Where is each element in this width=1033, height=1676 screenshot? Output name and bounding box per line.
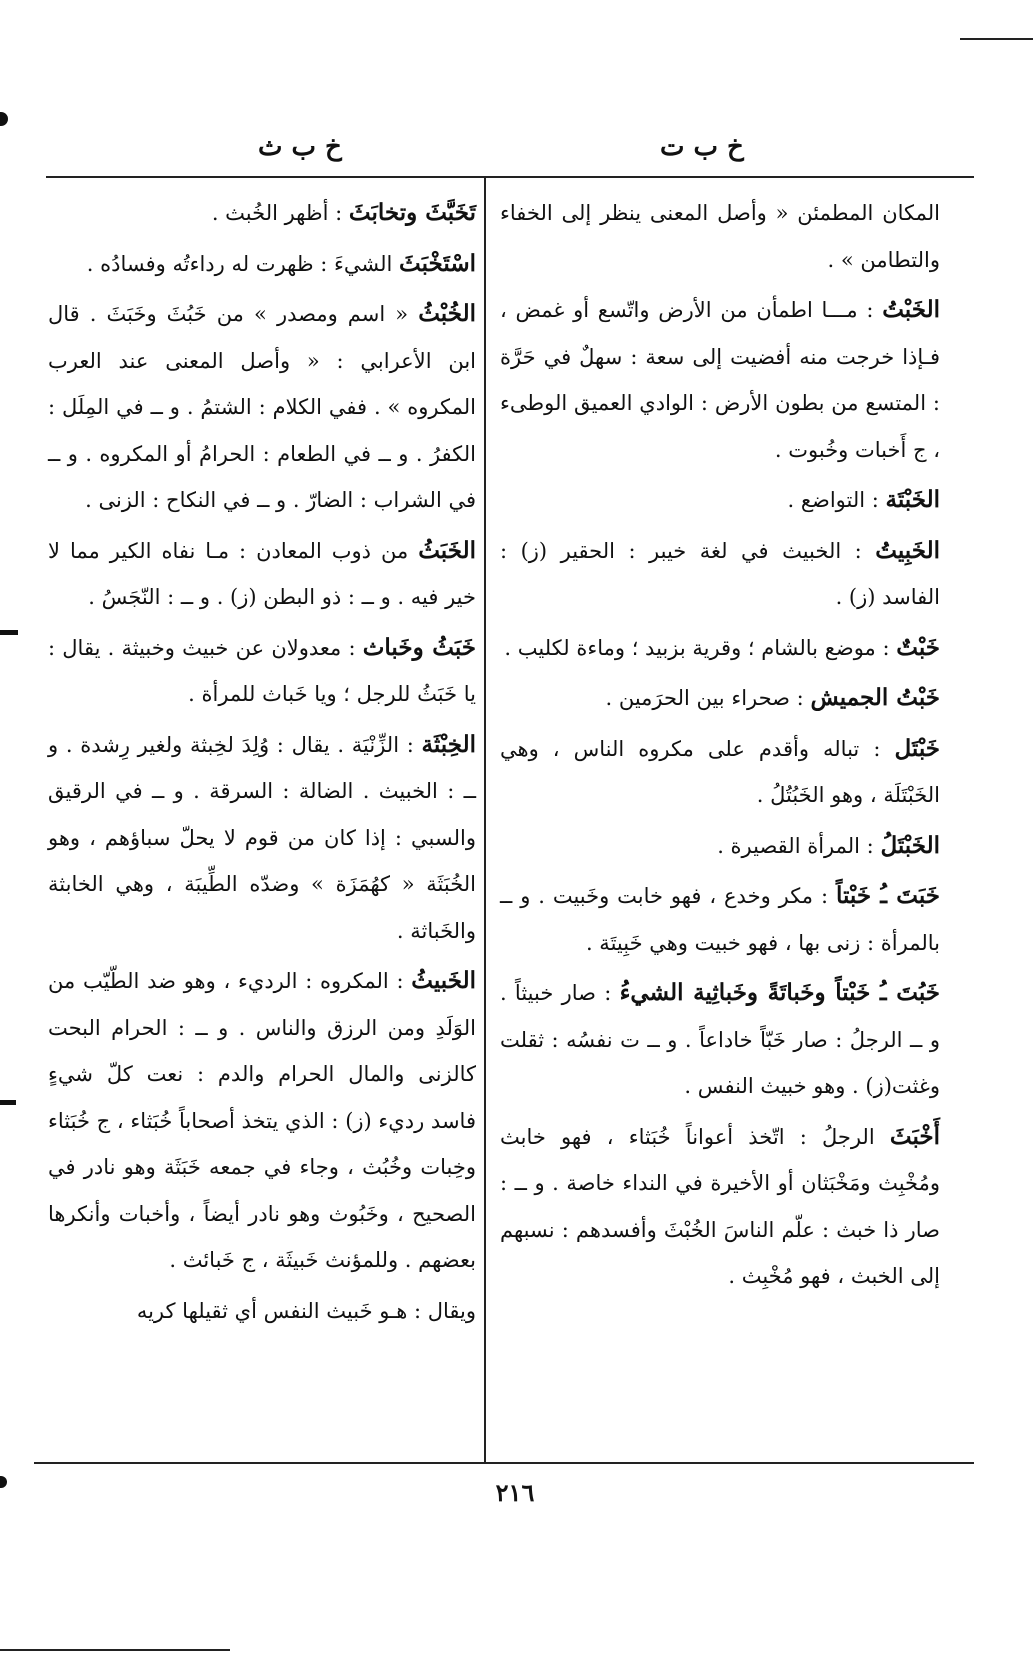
entry-definition: من ذوب المعادن : مـا نفاه الكير مما لا خير فيه . و ــ : ذو البطن (ز) . و ــ : النّجَسُ . xyxy=(48,538,476,609)
dictionary-entry xyxy=(500,477,940,524)
margin-mark xyxy=(0,1100,16,1105)
entry-headword: تَخَبَّثَ وتخابَثَ xyxy=(348,199,476,226)
entry-definition: ويقال : هـو خَبيث النفس أي ثقيلها كريه xyxy=(136,1298,476,1323)
entry-definition: : أظهر الخُبث . xyxy=(211,201,343,225)
running-header-right: خ ب ت xyxy=(660,132,744,162)
dictionary-entry xyxy=(500,970,940,1110)
margin-mark xyxy=(0,630,18,635)
bottom-rule xyxy=(34,1462,974,1464)
dictionary-entry xyxy=(48,190,476,237)
entry-headword: الخَبْتَلُ xyxy=(880,831,940,859)
entry-headword: الخَبِيتُ xyxy=(875,536,940,564)
dictionary-entry xyxy=(500,726,940,819)
entry-definition: : تباله وأقدم على مكروه الناس ، وهي الخَبْتَلَة ، وهو الخَبُتُلُ . xyxy=(500,736,940,807)
dictionary-entry xyxy=(48,625,476,718)
entry-definition: الرجلُ : اتّخذ أعواناً خُبَثاء ، فهو خابث ومُخْبِث ومَخْبَثان أو الأخيرة في النداء خاصة . و ــ : صار ذا خبث : علّم الناسَ الخُبْثَ وأفسدهم : نسبهم إلى الخبث ، فهو مُخْبِث . xyxy=(500,1124,940,1288)
entry-headword: خَبْتٌ xyxy=(896,633,940,661)
entry-definition: : الخبيث في لغة خيبر : الحقير (ز) : الفاسد (ز) . xyxy=(500,538,940,609)
dictionary-entry xyxy=(500,675,940,722)
header-rule xyxy=(46,176,974,178)
entry-definition: : مكر وخدع ، فهو خابت وخَبيت . و ــ بالمرأة : زنى بها ، فهو خبيت وهي خَبِيتَة . xyxy=(500,884,940,955)
entry-headword: الخَبْتَة xyxy=(885,486,940,513)
entry-headword: خَبَتَ ـُ خَبْتاً xyxy=(835,882,940,909)
entry-headword: أَخْبَثَ xyxy=(889,1122,940,1150)
entry-definition: : صار خبيثاً . و ــ الرجلُ : صار خَبّاً خاداعاً . و ــ ت نفسُه : ثقلت وغثت(ز) . وهو خبيث النفس . xyxy=(500,981,940,1098)
dictionary-entry xyxy=(500,823,940,870)
entry-definition: : المرأة القصيرة . xyxy=(717,833,874,858)
entry-definition: : معدولان عن خبيث وخبيثة . يقال : يا خَبَثُ للرجل ؛ ويا خَباث للمرأة . xyxy=(48,635,476,706)
entry-headword: الخَبيثُ xyxy=(411,967,476,994)
dictionary-entry xyxy=(500,190,940,283)
page-number: ٢١٦ xyxy=(495,1478,535,1507)
left-column xyxy=(48,190,476,1338)
entry-definition: « اسم ومصدر » من خَبُثَ وخَبَثَ . قال ابن الأعرابي : « وأصل المعنى عند العرب المكروه » . ففي الكلام : الشتمُ . و ــ في المِلَل : الكفرُ . و ــ في الطعام : الحرامُ أو المكروه . و ــ في الشراب : الضارّ . و ــ في النكاح : الزنى . xyxy=(48,302,476,512)
dictionary-entry xyxy=(48,1288,476,1335)
dictionary-entry xyxy=(500,528,940,621)
footer-rule xyxy=(0,1649,230,1651)
dictionary-entry xyxy=(500,873,940,966)
entry-definition: : صحراء بين الحرَمين . xyxy=(605,686,804,710)
dictionary-entry xyxy=(48,722,476,955)
right-column xyxy=(500,190,940,1304)
entry-headword: خَبَثُ وخَباث xyxy=(362,633,476,661)
entry-headword: اسْتَخْبَثَ xyxy=(399,249,476,277)
margin-mark xyxy=(0,112,8,126)
margin-mark xyxy=(0,1476,7,1488)
entry-headword: الخَبَثُ xyxy=(418,536,476,564)
entry-definition: : المكروه : الرديء ، وهو ضد الطّيّب من الوَلَدِ ومن الرزق والناس . و ــ : الحرام البحت كالزنى والمال الحرام والدم : نعت كلّ شيءٍ فاسد رديء (ز) : الذي يتخذ أصحاباً خُبَثاء ، ج خُبَثاء وخِبات وخُبُث ، وجاء في جمعه خَبَثَة وهو نادر في الصحيح ، وخَبُوث وهو نادر أيضاً ، وأخبات وأنكرها بعضهم . وللمؤنث خَبيثَة ، ج خَبائث . xyxy=(48,969,476,1272)
dictionary-entry xyxy=(48,291,476,524)
column-divider xyxy=(484,178,486,1463)
entry-definition: : التواضع . xyxy=(787,488,879,512)
entry-headword: خَبْتَل xyxy=(894,734,940,762)
dictionary-entry xyxy=(500,287,940,473)
entry-definition: : الزِّنْيَة . يقال : وُلِدَ لخِبثة ولغير رِشدة . و ــ : الخبيث . الضالة : السرقة . و ــ في الرقيق والسبي : إذا كان من قوم لا يحلّ سباؤهم ، وهو الخُبَثَة « كهُمَزَة » وضدّه الطِّيبَة ، وهي الخابثة والخَباثة . xyxy=(48,732,476,943)
dictionary-entry xyxy=(500,625,940,672)
entry-definition: : مـــا اطمأن من الأرض واتّسع أو غمض ، فـإذا خرجت منه أفضيت إلى سعة : سهلٌ في حَرَّة : المتسع من بطون الأرض : الوادي العميق الوطىء ، ج أَخبات وخُبوت . xyxy=(500,298,940,462)
entry-headword: خَبْتُ الجميش xyxy=(810,684,940,711)
dictionary-entry xyxy=(48,241,476,288)
dictionary-entry xyxy=(48,528,476,621)
entry-headword: الخَبْتُ xyxy=(882,296,940,323)
dictionary-entry xyxy=(500,1114,940,1300)
entry-headword: الخِبْثَة xyxy=(421,730,476,758)
top-corner-rule xyxy=(960,38,1033,40)
entry-definition: المكان المطمئن « وأصل المعنى ينظر إلى الخفاء والتطامن » . xyxy=(500,201,940,272)
entry-headword: خَبُتَ ـُ خَبْتاً وخَباتَةً وخَباثِية الشيءُ xyxy=(619,979,940,1006)
entry-headword: الخُبْثُ xyxy=(418,300,476,327)
running-header-left: خ ب ث xyxy=(258,132,342,162)
dictionary-entry xyxy=(48,958,476,1284)
entry-definition: : موضع بالشام ؛ وقرية بزبيد ؛ وماءة لكليب . xyxy=(504,635,890,660)
entry-definition: الشيءَ : ظهرت له رداءتُه وفسادُه . xyxy=(86,251,393,276)
